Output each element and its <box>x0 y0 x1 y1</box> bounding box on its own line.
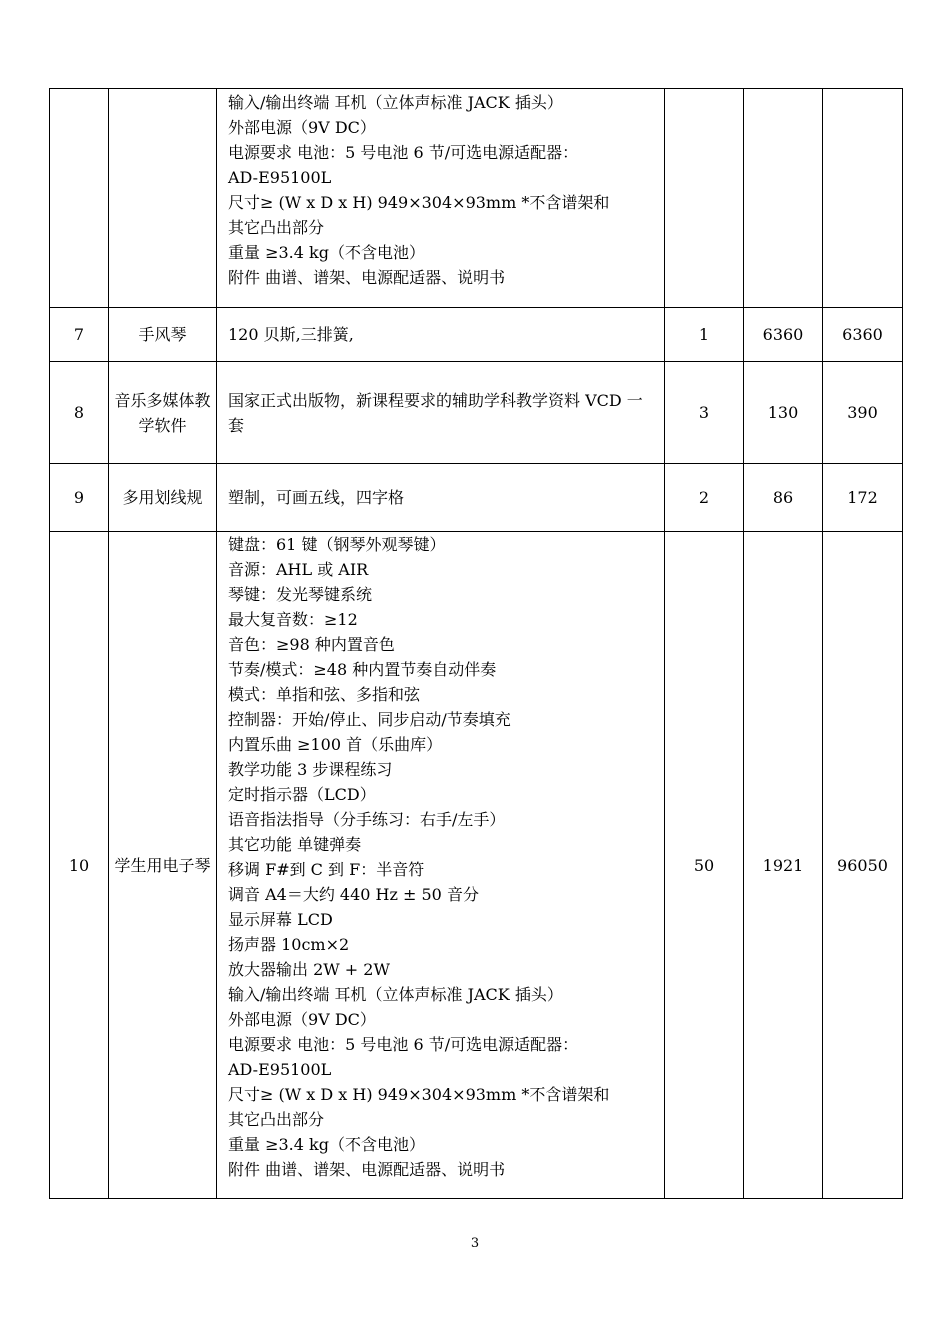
spec-line: 尺寸≥ (W x D x H) 949×304×93mm *不含谱架和 <box>228 1085 610 1104</box>
table-row-item-9 <box>50 464 903 532</box>
spec-line: 120 贝斯,三排簧, <box>228 325 354 344</box>
spec-line: 定时指示器（LCD） <box>228 785 376 804</box>
spec-line: 电源要求 电池：5 号电池 6 节/可选电源适配器： <box>228 1035 579 1054</box>
total-price-cell <box>823 89 903 308</box>
spec-line: 重量 ≥3.4 kg（不含电池） <box>228 1135 425 1154</box>
spec-line: 重量 ≥3.4 kg（不含电池） <box>228 243 425 262</box>
item-name-cell: 音乐多媒体教学软件 <box>109 362 217 464</box>
table-body <box>50 89 903 1199</box>
item-spec-cell <box>217 532 665 1199</box>
spec-line: 节奏/模式：≥48 种内置节奏自动伴奏 <box>228 660 497 679</box>
item-number-cell <box>50 89 109 308</box>
item-name-cell <box>109 89 217 308</box>
spec-line: 音源：AHL 或 AIR <box>228 560 369 579</box>
spec-line: 模式：单指和弦、多指和弦 <box>228 685 421 704</box>
spec-line: 最大复音数：≥12 <box>228 610 358 629</box>
spec-line: 音色：≥98 种内置音色 <box>228 635 395 654</box>
spec-line: AD-E95100L <box>228 1060 332 1079</box>
spec-line: 外部电源（9V DC） <box>228 1010 376 1029</box>
spec-line: 移调 F#到 C 到 F：半音符 <box>228 860 425 879</box>
spec-line: 其它凸出部分 <box>228 1110 325 1129</box>
unit-price-cell: 1921 <box>744 532 823 1199</box>
item-name-cell: 手风琴 <box>109 308 217 362</box>
spec-line: 其它凸出部分 <box>228 218 325 237</box>
total-price-cell: 172 <box>823 464 903 532</box>
item-number-cell: 10 <box>50 532 109 1199</box>
quantity-cell: 1 <box>665 308 744 362</box>
quantity-cell: 2 <box>665 464 744 532</box>
unit-price-cell <box>744 89 823 308</box>
spec-line: 附件 曲谱、谱架、电源配适器、说明书 <box>228 268 506 287</box>
spec-line: 内置乐曲 ≥100 首（乐曲库） <box>228 735 443 754</box>
spec-line: 其它功能 单键弹奏 <box>228 835 362 854</box>
item-number-cell: 9 <box>50 464 109 532</box>
spec-line: 扬声器 10cm×2 <box>228 935 350 954</box>
spec-line: 教学功能 3 步课程练习 <box>228 760 393 779</box>
spec-paragraph: 国家正式出版物，新课程要求的辅助学科教学资料 VCD 一套 <box>228 390 643 435</box>
item-name-cell: 多用划线规 <box>109 464 217 532</box>
table-row-item-8 <box>50 362 903 464</box>
total-price-cell: 390 <box>823 362 903 464</box>
unit-price-cell: 86 <box>744 464 823 532</box>
spec-line: 放大器输出 2W + 2W <box>228 960 390 979</box>
total-price-cell: 6360 <box>823 308 903 362</box>
spec-line: 键盘：61 键（钢琴外观琴键） <box>228 535 446 554</box>
unit-price-cell: 6360 <box>744 308 823 362</box>
item-name-cell: 学生用电子琴 <box>109 532 217 1199</box>
total-price-cell: 96050 <box>823 532 903 1199</box>
quantity-cell: 50 <box>665 532 744 1199</box>
quantity-cell: 3 <box>665 362 744 464</box>
item-number-cell: 8 <box>50 362 109 464</box>
spec-line: 附件 曲谱、谱架、电源配适器、说明书 <box>228 1160 506 1179</box>
quantity-cell <box>665 89 744 308</box>
spec-line: AD-E95100L <box>228 168 332 187</box>
spec-line: 电源要求 电池：5 号电池 6 节/可选电源适配器： <box>228 143 579 162</box>
item-spec-cell <box>217 362 665 464</box>
table-row-item-10 <box>50 532 903 1199</box>
spec-line: 塑制，可画五线，四字格 <box>228 488 405 507</box>
equipment-spec-table <box>49 88 903 1199</box>
table-row-item-7 <box>50 308 903 362</box>
item-spec-cell <box>217 89 665 308</box>
spec-line: 控制器：开始/停止、同步启动/节奏填充 <box>228 710 511 729</box>
spec-line: 输入/输出终端 耳机（立体声标准 JACK 插头） <box>228 985 563 1004</box>
item-spec-cell <box>217 464 665 532</box>
item-number-cell: 7 <box>50 308 109 362</box>
table-row-continuation <box>50 89 903 308</box>
unit-price-cell: 130 <box>744 362 823 464</box>
spec-line: 外部电源（9V DC） <box>228 118 376 137</box>
spec-line: 语音指法指导（分手练习：右手/左手） <box>228 810 506 829</box>
spec-line: 显示屏幕 LCD <box>228 910 333 929</box>
spec-line: 琴键：发光琴键系统 <box>228 585 373 604</box>
page-number: 3 <box>470 1236 480 1251</box>
item-spec-cell <box>217 308 665 362</box>
spec-line: 调音 A4＝大约 440 Hz ± 50 音分 <box>228 885 479 904</box>
spec-line: 输入/输出终端 耳机（立体声标准 JACK 插头） <box>228 93 563 112</box>
spec-line: 尺寸≥ (W x D x H) 949×304×93mm *不含谱架和 <box>228 193 610 212</box>
